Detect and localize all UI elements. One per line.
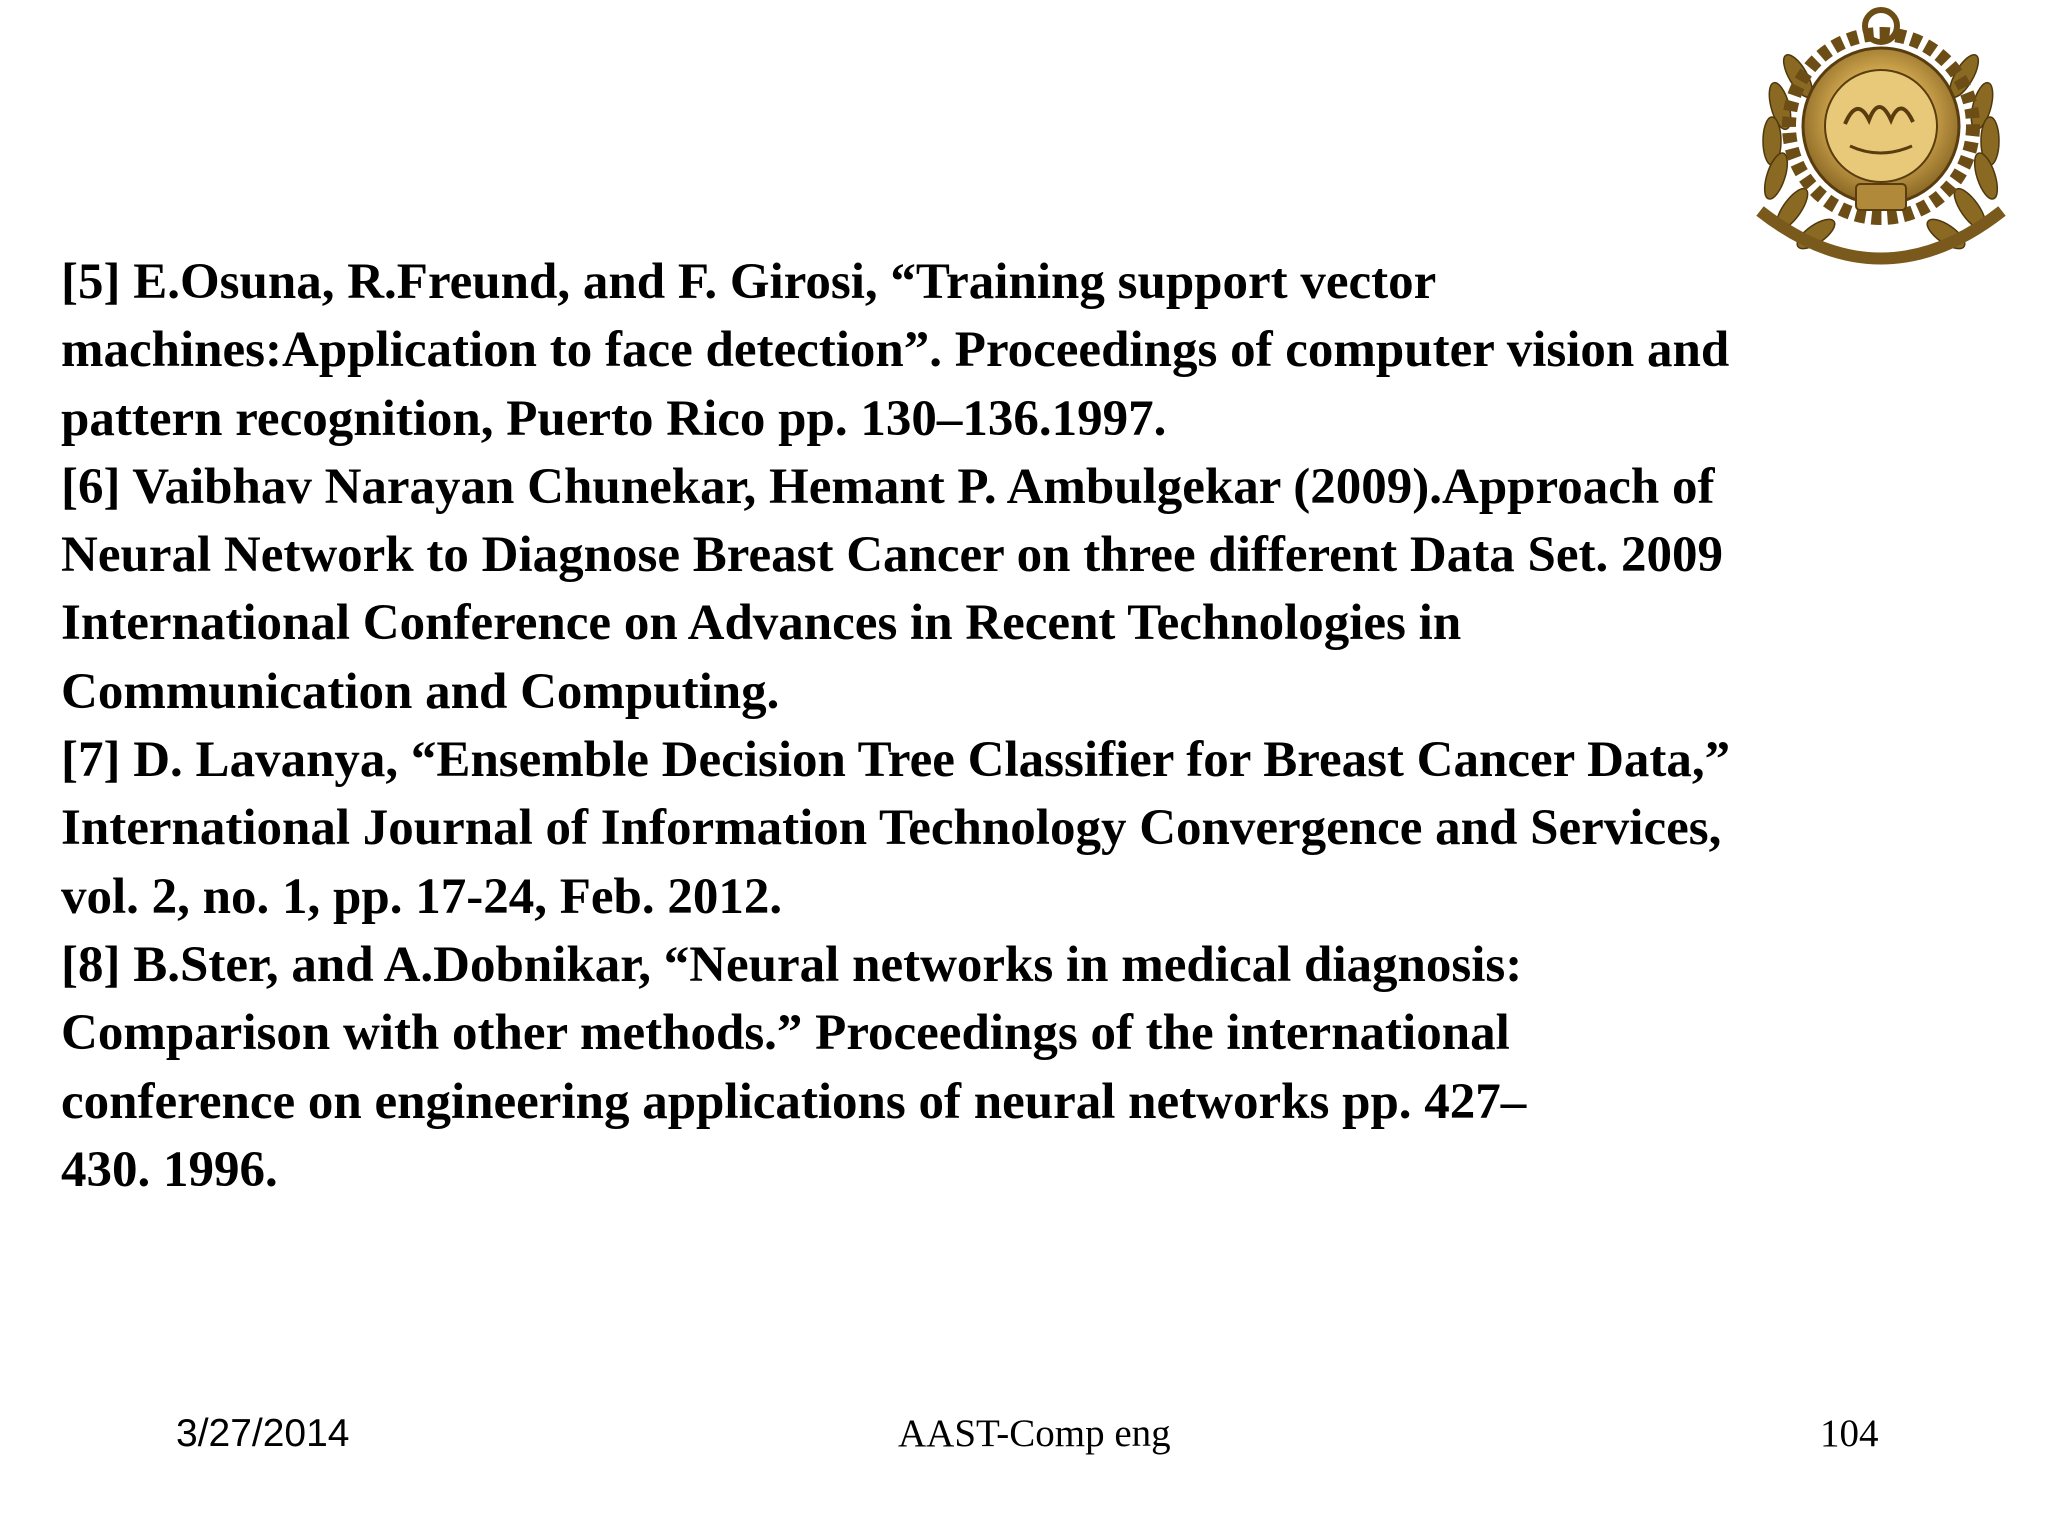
reference-line: [7] D. Lavanya, “Ensemble Decision Tree Classifier for Breast Cancer Data,”	[61, 732, 1731, 789]
reference-5	[61, 248, 1991, 453]
reference-7	[61, 726, 1991, 931]
reference-line: [5] E.Osuna, R.Freund, and F. Girosi, “Training support vector	[61, 254, 1437, 310]
reference-line: vol. 2, no. 1, pp. 17-24, Feb. 2012.	[61, 868, 783, 925]
seal-emblem-icon	[1720, 6, 2042, 288]
university-seal-logo	[1720, 6, 2042, 288]
reference-line: Communication and Computing.	[61, 663, 780, 720]
reference-line: International Conference on Advances in Recent Technologies in	[61, 595, 1462, 652]
reference-line: conference on engineering applications of neural networks pp. 427–	[61, 1073, 1527, 1130]
reference-line: 430. 1996.	[61, 1141, 278, 1198]
reference-line: pattern recognition, Puerto Rico pp. 130–136.1997.	[61, 390, 1167, 447]
footer-date: 3/27/2014	[176, 1412, 350, 1455]
reference-8	[61, 931, 1991, 1204]
footer-title: AAST-Comp eng	[898, 1412, 1171, 1455]
reference-line: [6] Vaibhav Narayan Chunekar, Hemant P. Ambulgekar (2009).Approach of	[61, 458, 1715, 515]
slide-number: 104	[1820, 1412, 1879, 1455]
reference-line: [8] B.Ster, and A.Dobnikar, “Neural networks in medical diagnosis:	[61, 936, 1523, 993]
references-list	[61, 248, 1991, 1204]
reference-line: Comparison with other methods.” Proceedings of the international	[61, 1005, 1510, 1062]
reference-line: International Journal of Information Technology Convergence and Services,	[61, 800, 1722, 857]
reference-6	[61, 453, 1991, 726]
reference-line: machines:Application to face detection”. Proceedings of computer vision and	[61, 322, 1730, 379]
reference-line: Neural Network to Diagnose Breast Cancer on three different Data Set. 2009	[61, 527, 1723, 584]
